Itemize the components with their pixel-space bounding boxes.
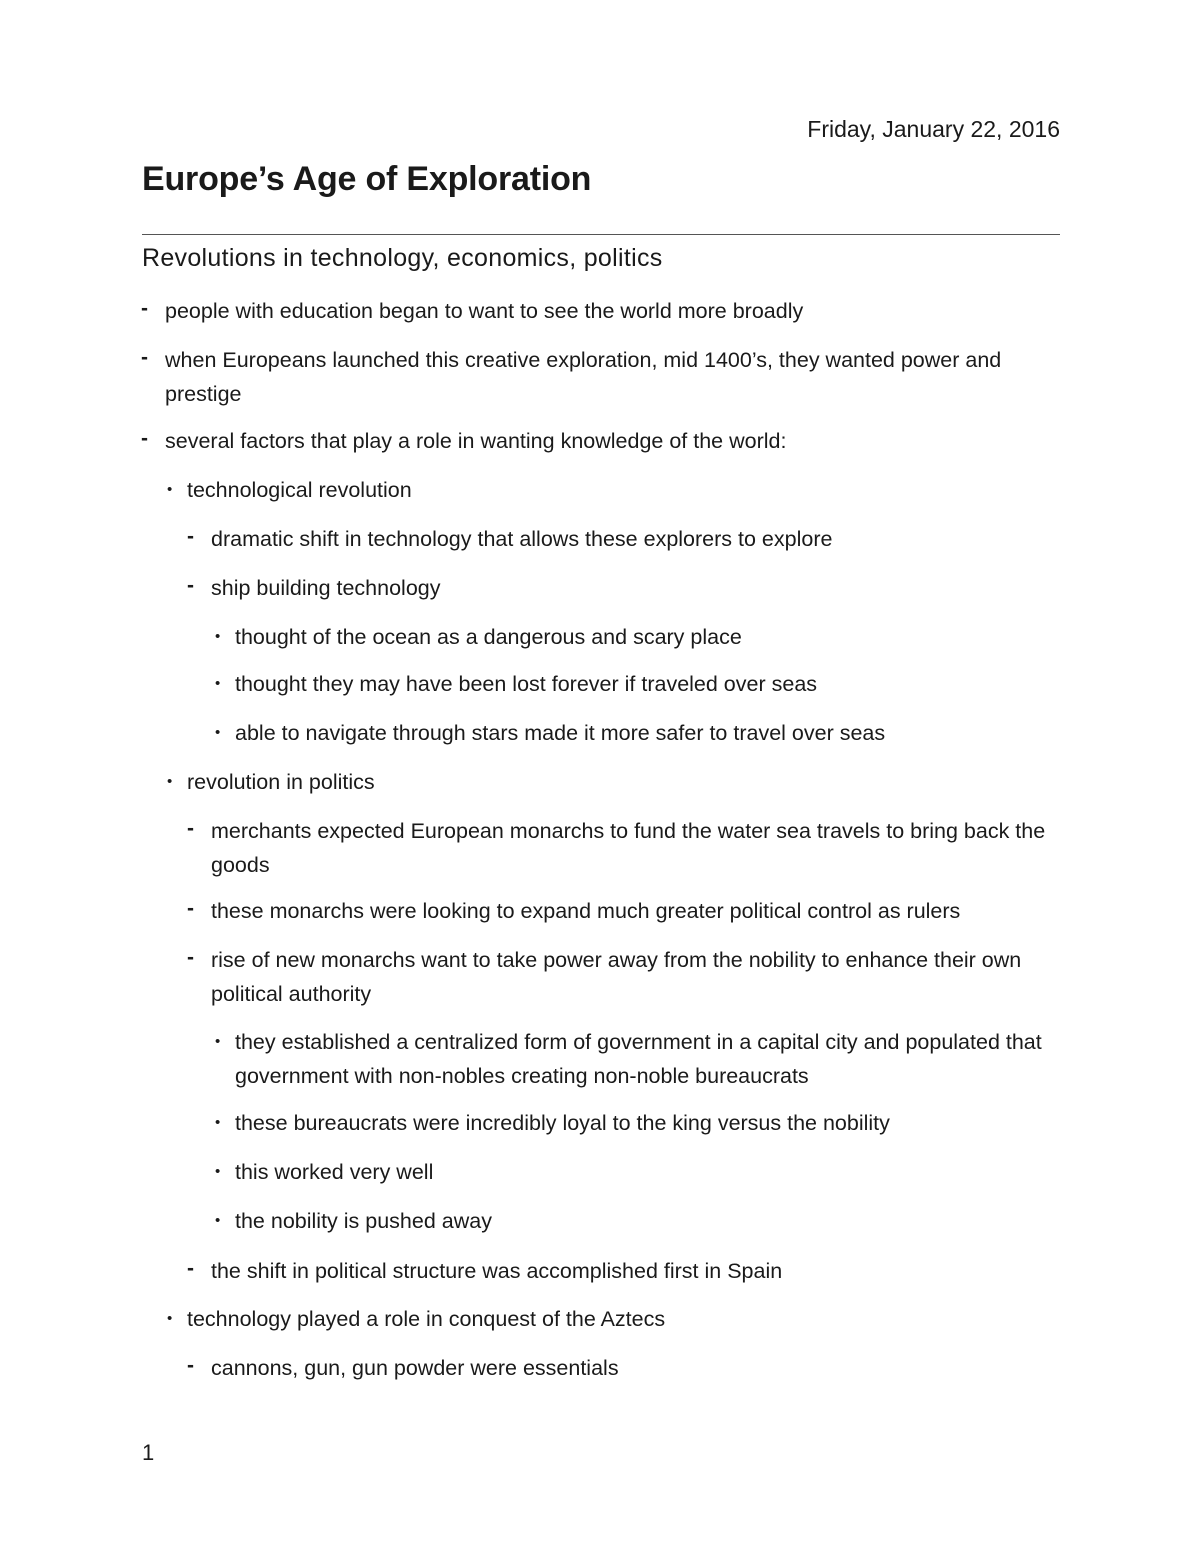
list-item xyxy=(167,1302,1060,1336)
list-item xyxy=(167,765,1060,799)
document-title: Europe’s Age of Exploration xyxy=(142,160,592,198)
list-item xyxy=(187,1351,1060,1385)
title-divider xyxy=(142,234,1060,235)
list-item-text: dramatic shift in technology that allows these explorers to explore xyxy=(211,527,833,551)
list-item-text: cannons, gun, gun powder were essentials xyxy=(211,1356,619,1380)
bullet-marker: • xyxy=(215,628,221,645)
dash-marker: - xyxy=(187,574,194,597)
list-item xyxy=(215,1204,1060,1238)
list-item xyxy=(187,1254,1060,1288)
list-item-text: able to navigate through stars made it more safer to travel over seas xyxy=(235,721,886,745)
list-item-text: these bureaucrats were incredibly loyal to the king versus the nobility xyxy=(235,1111,890,1135)
dash-marker: - xyxy=(187,946,194,969)
list-item xyxy=(187,814,1060,882)
dash-marker: - xyxy=(187,1257,194,1280)
list-item xyxy=(215,1106,1060,1140)
list-item xyxy=(215,1155,1060,1189)
list-item xyxy=(187,943,1060,1011)
list-item-text: this worked very well xyxy=(235,1160,434,1184)
dash-marker: - xyxy=(141,427,148,450)
list-item xyxy=(187,522,1060,556)
bullet-marker: • xyxy=(167,481,173,498)
list-item xyxy=(215,716,1060,750)
list-item-text: these monarchs were looking to expand much greater political control as rulers xyxy=(211,899,961,923)
dash-marker: - xyxy=(187,525,194,548)
list-item-text: when Europeans launched this creative exploration, mid 1400’s, they wanted power and prestige xyxy=(165,348,1002,406)
list-item xyxy=(215,620,1060,654)
list-item xyxy=(167,473,1060,507)
list-item xyxy=(141,424,1060,458)
dash-marker: - xyxy=(141,297,148,320)
list-item-text: several factors that play a role in wanting knowledge of the world: xyxy=(165,429,787,453)
page-number: 1 xyxy=(142,1440,155,1465)
bullet-marker: • xyxy=(215,675,221,692)
list-item-text: the nobility is pushed away xyxy=(235,1209,492,1233)
list-item-text: technology played a role in conquest of the Aztecs xyxy=(187,1307,666,1331)
dash-marker: - xyxy=(141,346,148,369)
list-item-text: merchants expected European monarchs to fund the water sea travels to bring back the goods xyxy=(211,819,1046,877)
list-item-text: thought they may have been lost forever if traveled over seas xyxy=(235,672,818,696)
list-item-text: people with education began to want to see the world more broadly xyxy=(165,299,804,323)
document-date: Friday, January 22, 2016 xyxy=(807,116,1060,142)
list-item xyxy=(215,667,1060,701)
dash-marker: - xyxy=(187,1354,194,1377)
bullet-marker: • xyxy=(167,1310,173,1327)
bullet-marker: • xyxy=(215,1163,221,1180)
list-item xyxy=(187,894,1060,928)
dash-marker: - xyxy=(187,897,194,920)
list-item xyxy=(141,294,1060,328)
list-item-text: thought of the ocean as a dangerous and scary place xyxy=(235,625,742,649)
list-item-text: rise of new monarchs want to take power away from the nobility to enhance their own political authority xyxy=(211,948,1022,1006)
bullet-marker: • xyxy=(215,724,221,741)
list-item xyxy=(215,1025,1060,1093)
bullet-marker: • xyxy=(215,1033,221,1050)
dash-marker: - xyxy=(187,817,194,840)
bullet-marker: • xyxy=(215,1212,221,1229)
list-item xyxy=(141,343,1060,411)
list-item-text: technological revolution xyxy=(187,478,412,502)
list-item-text: revolution in politics xyxy=(187,770,375,794)
list-item-text: they established a centralized form of government in a capital city and populated that government with non-nobles creating non-noble bureaucrats xyxy=(235,1030,1042,1088)
list-item-text: the shift in political structure was accomplished first in Spain xyxy=(211,1259,783,1283)
bullet-marker: • xyxy=(167,773,173,790)
list-item xyxy=(187,571,1060,605)
section-heading: Revolutions in technology, economics, politics xyxy=(142,244,663,272)
bullet-marker: • xyxy=(215,1114,221,1131)
list-item-text: ship building technology xyxy=(211,576,441,600)
